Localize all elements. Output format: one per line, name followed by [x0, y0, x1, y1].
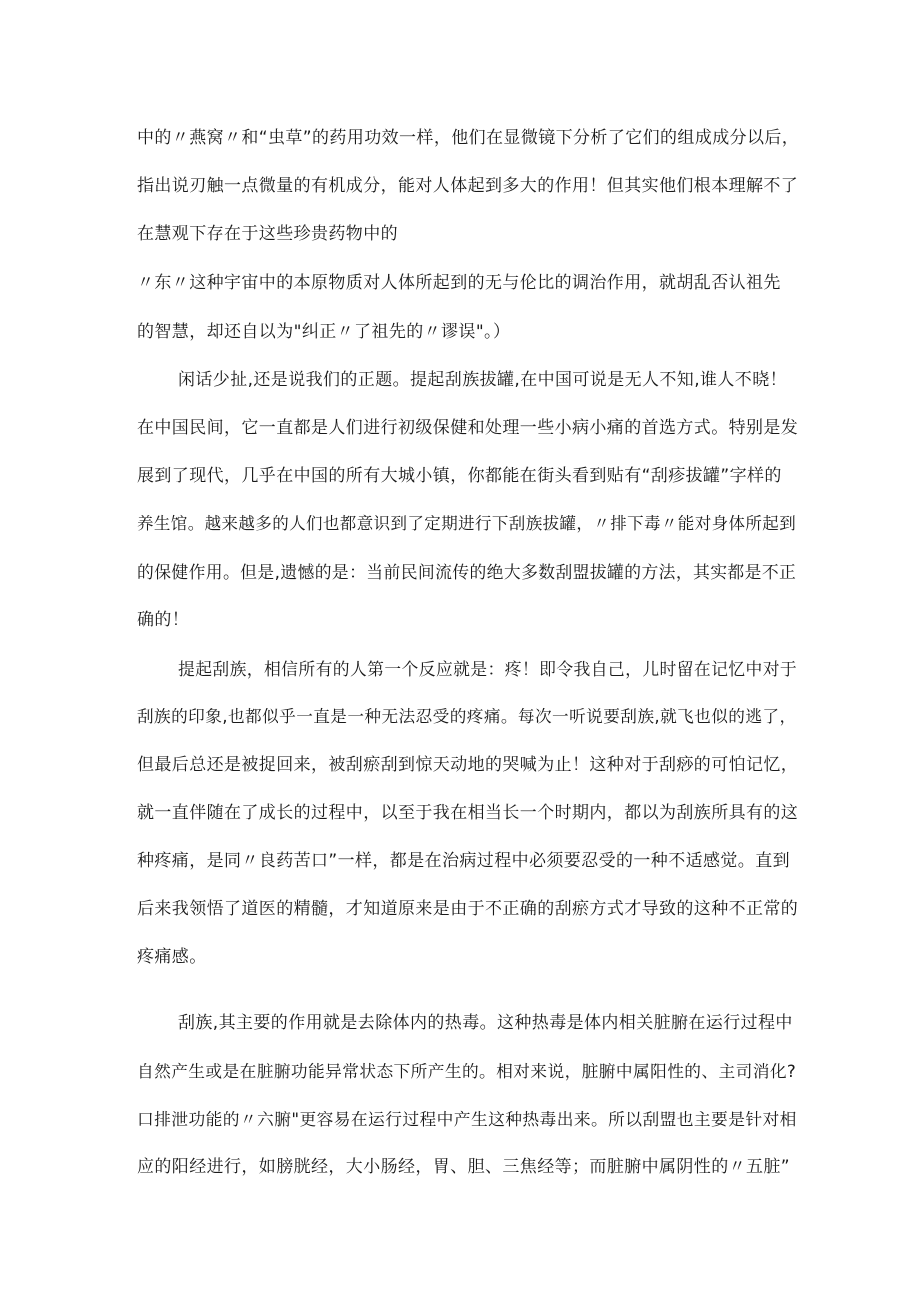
text-line: 的保健作用。但是,遗憾的是：当前民间流传的绝大多数刮盟拔罐的方法，其实都是不正 — [137, 562, 797, 582]
text-line: 养生馆。越来越多的人们也都意识到了定期进行下刮族拔罐，〃排下毒〃能对身体所起到 — [137, 514, 797, 533]
text-line: 口排泄功能的〃六腑"更容易在运行过程中产生这种热毒出来。所以刮盟也主要是针对相 — [137, 1109, 797, 1129]
text-line: 就一直伴随在了成长的过程中，以至于我在相当长一个时期内，都以为刮族所具有的这 — [137, 803, 799, 823]
text-line: 后来我领悟了道医的精髓，才知道原来是由于不正确的刮瘀方式才导致的这种不正常的 — [137, 899, 799, 919]
text-line: 疼痛感。 — [137, 947, 207, 967]
text-line: 种疼痛，是同〃良药苦口”一样，都是在治病过程中必须要忍受的一种不适感觉。直到 — [137, 851, 791, 871]
text-line: 指出说刃触一点微量的有机成分，能对人体起到多大的作用！但其实他们根本理解不了 — [137, 176, 799, 196]
text-line: 的智慧，却还自以为"纠正〃了祖先的〃谬误"。） — [137, 322, 511, 342]
text-line: 自然产生或是在脏腑功能异常状态下所产生的。相对来说，脏腑中属阳性的、主司消化? — [137, 1061, 797, 1081]
text-line: 闲话少扯,还是说我们的正题。提起刮族拔罐,在中国可说是无人不知,谁人不晓！ — [178, 370, 788, 390]
text-line: 刮族的印象,也都似乎一直是一种无法忍受的疼痛。每次一听说要刮族,就飞也似的逃了， — [137, 707, 797, 726]
text-line: 在中国民间，它一直都是人们进行初级保健和处理一些小病小痛的首选方式。特别是发 — [137, 418, 799, 438]
text-line: 确的！ — [137, 610, 190, 630]
text-line: 在慧观下存在于这些珍贵药物中的 — [137, 224, 398, 244]
text-line: 但最后总还是被捉回来，被刮瘀刮到惊天动地的哭喊为止！这种对于刮痧的可怕记忆， — [137, 755, 799, 775]
text-line: 应的阳经进行，如膀胱经，大小肠经，胃、胆、三焦经等；而脏腑中属阴性的〃五脏” — [137, 1157, 791, 1177]
text-line: 〃东〃这种宇宙中的本原物质对人体所起到的无与伦比的调治作用，就胡乱否认祖先 — [137, 273, 781, 293]
text-line: 展到了现代，几乎在中国的所有大城小镇，你都能在街头看到贴有“刮疹拔罐”字样的 — [137, 466, 782, 486]
text-line: 提起刮族，相信所有的人第一个反应就是：疼！即令我自己，儿时留在记忆中对于 — [178, 659, 798, 679]
text-line: 中的〃燕窝〃和“虫草”的药用功效一样，他们在显微镜下分析了它们的组成成分以后， — [137, 128, 800, 148]
text-line: 刮族,其主要的作用就是去除体内的热毒。这种热毒是体内相关脏腑在运行过程中 — [178, 1013, 793, 1033]
